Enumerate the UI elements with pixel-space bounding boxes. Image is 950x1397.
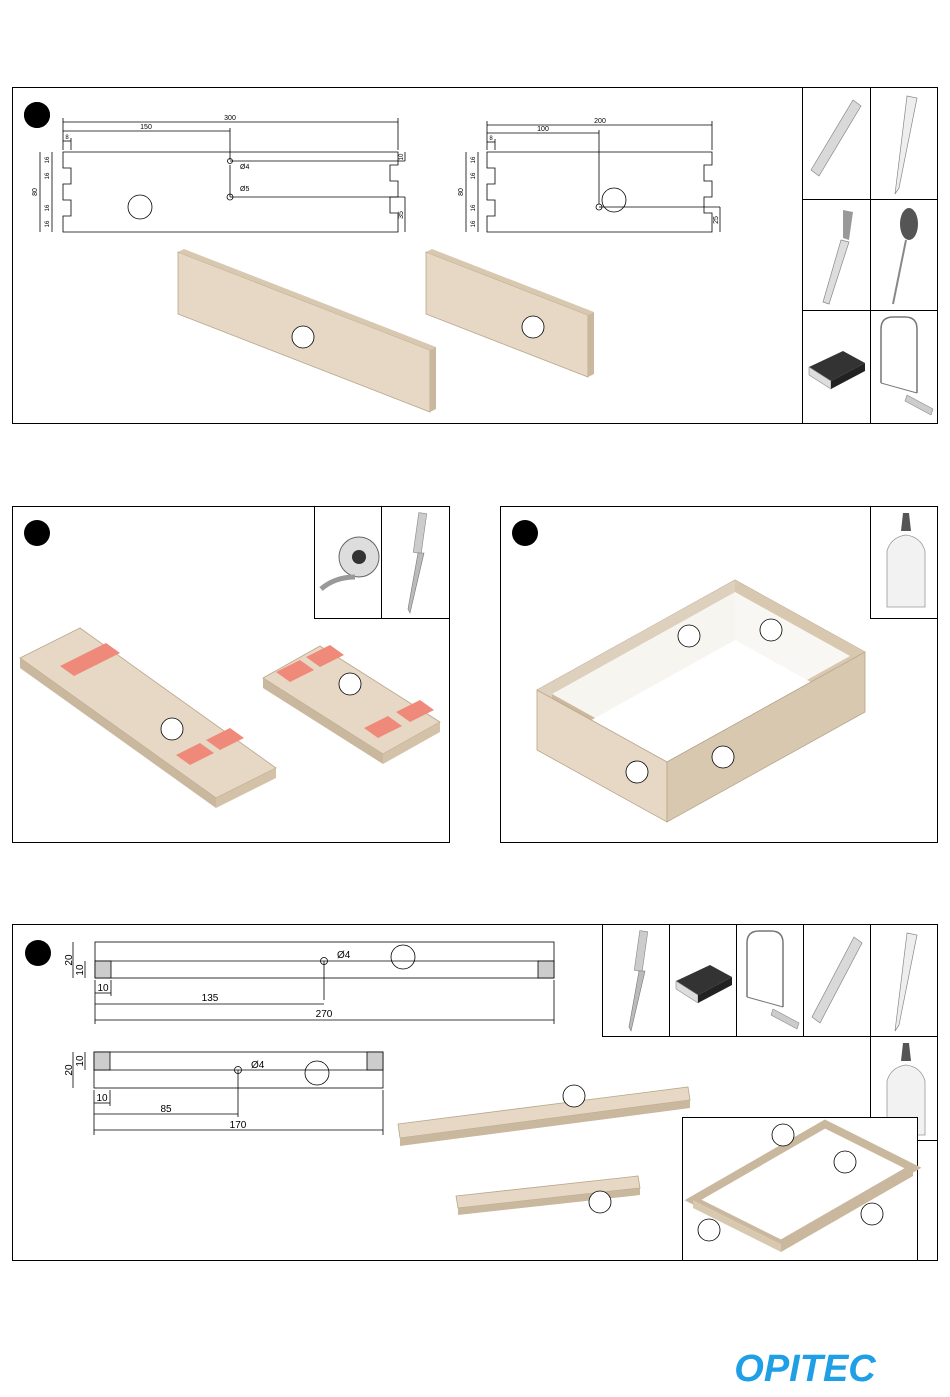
short-notch-dim: 16 [471,220,477,228]
drill-bit-icon [382,507,451,620]
short-height-dim: 80 [458,188,465,196]
tool-ruler [802,87,871,200]
tool-file [802,199,871,311]
long-overall-dim: 300 [224,115,236,122]
long-hole-large-dim: Ø5 [240,186,250,193]
step-1-short-board-3d [426,249,594,377]
long-strip-edge-dim: 10 [97,983,109,994]
long-height-dim: 80 [32,188,39,196]
awl-icon [871,200,939,312]
sanding-block-icon [803,311,872,425]
short-notch-dim: 16 [471,172,477,180]
step-4-frame-inset [682,1117,918,1261]
svg-text:OPITEC: OPITEC [734,1348,876,1390]
tape-icon [315,507,383,620]
step-2-marker [24,520,50,546]
long-notch-dim: 16 [45,172,51,180]
short-strip-hole-dim: Ø4 [251,1060,265,1071]
short-hole-pos-dim: 100 [537,126,549,133]
tool-glue [870,506,938,619]
long-notch-dim: 16 [45,220,51,228]
step-1-long-part-drawing [40,118,405,232]
short-overall-dim: 200 [594,118,606,125]
tool-fretsaw [870,310,938,424]
pencil-icon [871,88,939,201]
short-notch-dim: 16 [471,156,477,164]
long-edge-dim: 8 [65,135,69,141]
tool-sanding-block-4 [669,924,737,1037]
ruler-icon [804,925,872,1038]
sanding-block-icon [670,925,738,1038]
step-4-frame-3d [683,1118,919,1262]
long-hole-pos-dim: 150 [140,124,152,131]
short-edge-dim: 8 [489,136,493,142]
short-strip-inner-dim: 10 [75,1055,86,1067]
short-bottom-offset-dim: 25 [713,216,720,224]
step-1-short-part-drawing [466,121,720,232]
long-strip-overall-dim: 270 [315,1009,333,1020]
fretsaw-icon [737,925,805,1038]
tool-drill-bit [381,506,450,619]
short-strip-overall-dim: 170 [229,1120,247,1131]
long-bottom-offset-dim: 35 [398,211,405,219]
short-strip-edge-dim: 10 [96,1093,108,1104]
file-icon [803,200,872,312]
long-strip-height-dim: 20 [64,954,75,966]
long-top-offset-dim: 10 [399,153,405,161]
tool-fretsaw-4 [736,924,804,1037]
long-notch-dim: 16 [45,204,51,212]
step-3-marker [512,520,538,546]
opitec-logo [698,1348,913,1388]
ruler-icon [803,88,872,201]
short-strip-height-dim: 20 [64,1064,75,1076]
fretsaw-icon [871,311,939,425]
short-strip-hole-pos-dim: 85 [160,1104,172,1115]
tool-tape [314,506,382,619]
tool-pencil-4 [870,924,938,1037]
tool-pencil [870,87,938,200]
glue-bottle-icon [871,507,939,620]
opitec-logo-graphic [698,1348,913,1388]
pencil-icon [871,925,939,1038]
long-strip-hole-pos-dim: 135 [201,993,219,1004]
tool-drill-bit-4 [602,924,670,1037]
tool-sanding-block [802,310,871,424]
tool-awl [870,199,938,311]
step-4-marker [25,940,51,966]
long-strip-hole-dim: Ø4 [337,950,351,961]
tool-ruler-4 [803,924,871,1037]
step-1-long-board-3d [178,249,436,412]
long-hole-small-dim: Ø4 [240,164,250,171]
long-strip-inner-dim: 10 [75,964,86,976]
drill-bit-icon [603,925,671,1038]
short-notch-dim: 16 [471,204,477,212]
long-notch-dim: 16 [45,156,51,164]
